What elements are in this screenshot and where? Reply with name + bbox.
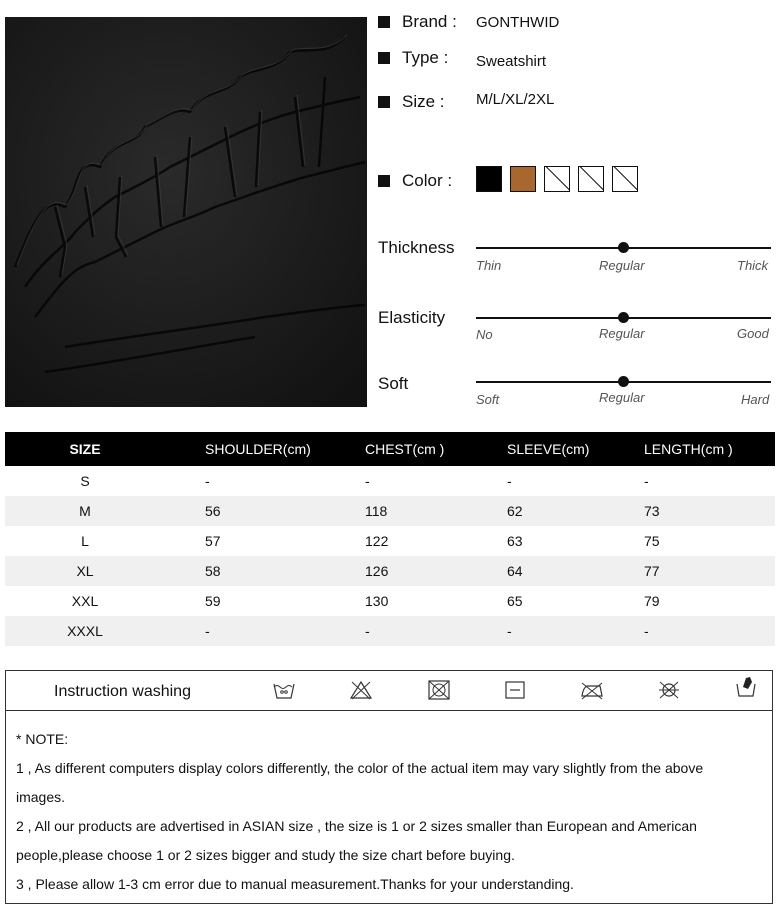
column-header: CHEST(cm ) [335,432,480,466]
table-row [5,466,775,496]
size-chart-table [5,432,775,646]
bullet-square-icon [378,96,390,108]
type-row [378,48,448,68]
slider-marker [618,242,629,253]
slider-max-label: Thick [737,258,769,273]
color-label: Color : [402,171,453,190]
brand-row [378,12,457,32]
color-swatches [476,166,638,192]
care-instructions-box [5,670,773,904]
table-cell: - [165,616,335,646]
washing-title: Instruction washing [54,683,191,700]
color-swatch-empty [612,166,638,192]
no-dry-clean-icon [657,679,681,701]
table-header-row [5,432,775,466]
table-cell: 58 [165,556,335,586]
column-header: SLEEVE(cm) [480,432,610,466]
notes-heading: * NOTE: [16,731,69,747]
slider-mid-label: Regular [599,258,645,273]
brand-label: Brand : [402,12,457,31]
no-tumble-dry-icon [427,679,451,701]
brand-value: GONTHWID [476,14,560,31]
bullet-square-icon [378,175,390,187]
table-cell: 130 [365,593,389,609]
product-photo [5,17,367,407]
table-cell: L [81,533,89,549]
color-row [378,171,452,191]
table-cell: XL [5,556,165,586]
slider-mid-label: Regular [599,326,645,341]
table-cell: 73 [610,496,775,526]
table-cell: - [365,473,370,489]
slider-min-label: Thin [476,258,502,273]
note-line: 3 , Please allow 1-3 cm error due to manual measurement.Thanks for your understanding. [16,876,574,892]
table-cell: 79 [644,593,660,609]
note-line: people,please choose 1 or 2 sizes bigger and study the size chart before buying. [16,847,515,863]
column-header: LENGTH(cm ) [610,432,775,466]
table-cell: 75 [644,533,660,549]
note-line: 2 , All our products are advertised in ASIAN size , the size is 1 or 2 sizes smaller than European and American [16,818,697,834]
table-cell: 64 [480,556,610,586]
line-dry-icon [503,679,527,701]
slider-label: Elasticity [378,308,446,327]
table-cell: - [335,616,480,646]
table-cell: XXXL [5,616,165,646]
note-line: 1 , As different computers display colors differently, the color of the actual item may vary slightly from the above [16,760,704,776]
color-swatch-empty [544,166,570,192]
table-cell: 63 [507,533,523,549]
color-swatch-empty [578,166,604,192]
size-row [378,92,445,112]
low-iron-icon [580,679,604,701]
hand-wash-icon [272,679,296,701]
bullet-square-icon [378,52,390,64]
table-row [5,556,775,586]
table-cell: 62 [480,496,610,526]
slider-marker [618,312,629,323]
slider-marker [618,376,629,387]
slider-min-label: Soft [476,392,500,407]
no-bleach-icon [349,679,373,701]
washing-header [6,671,772,711]
column-header: SHOULDER(cm) [165,432,335,466]
table-cell: - [205,473,210,489]
size-value: M/L/XL/2XL [476,91,555,108]
slider-max-label: Hard [741,392,770,407]
table-cell: XXL [71,593,99,609]
color-swatch-brown[interactable] [510,166,536,192]
table-cell: - [507,473,512,489]
table-row [5,586,775,616]
table-cell: 57 [205,533,221,549]
notes-section [6,711,772,899]
color-swatch-black[interactable] [476,166,502,192]
table-cell: M [5,496,165,526]
size-label: Size : [402,92,445,111]
table-cell: 59 [205,593,221,609]
table-row [5,616,775,646]
column-header: SIZE [5,432,165,466]
slider-label: Soft [378,374,409,393]
type-value: Sweatshirt [476,53,547,70]
bullet-square-icon [378,16,390,28]
slider-min-label: No [476,327,493,342]
table-cell: 65 [507,593,523,609]
type-label: Type : [402,48,449,67]
slider-mid-label: Regular [599,390,645,405]
table-cell: S [80,473,90,489]
table-row [5,526,775,556]
table-cell: 77 [610,556,775,586]
table-cell: - [644,473,649,489]
table-cell: - [610,616,775,646]
slider-max-label: Good [737,326,769,341]
note-line: images. [16,789,66,805]
table-cell: 126 [335,556,480,586]
table-cell: - [480,616,610,646]
hand-wash-basin-icon [734,675,758,697]
table-row [5,496,775,526]
embossed-sweatshirt-image [5,17,367,407]
slider-label: Thickness [378,238,455,257]
table-cell: 118 [335,496,480,526]
table-cell: 56 [165,496,335,526]
table-cell: 122 [365,533,389,549]
